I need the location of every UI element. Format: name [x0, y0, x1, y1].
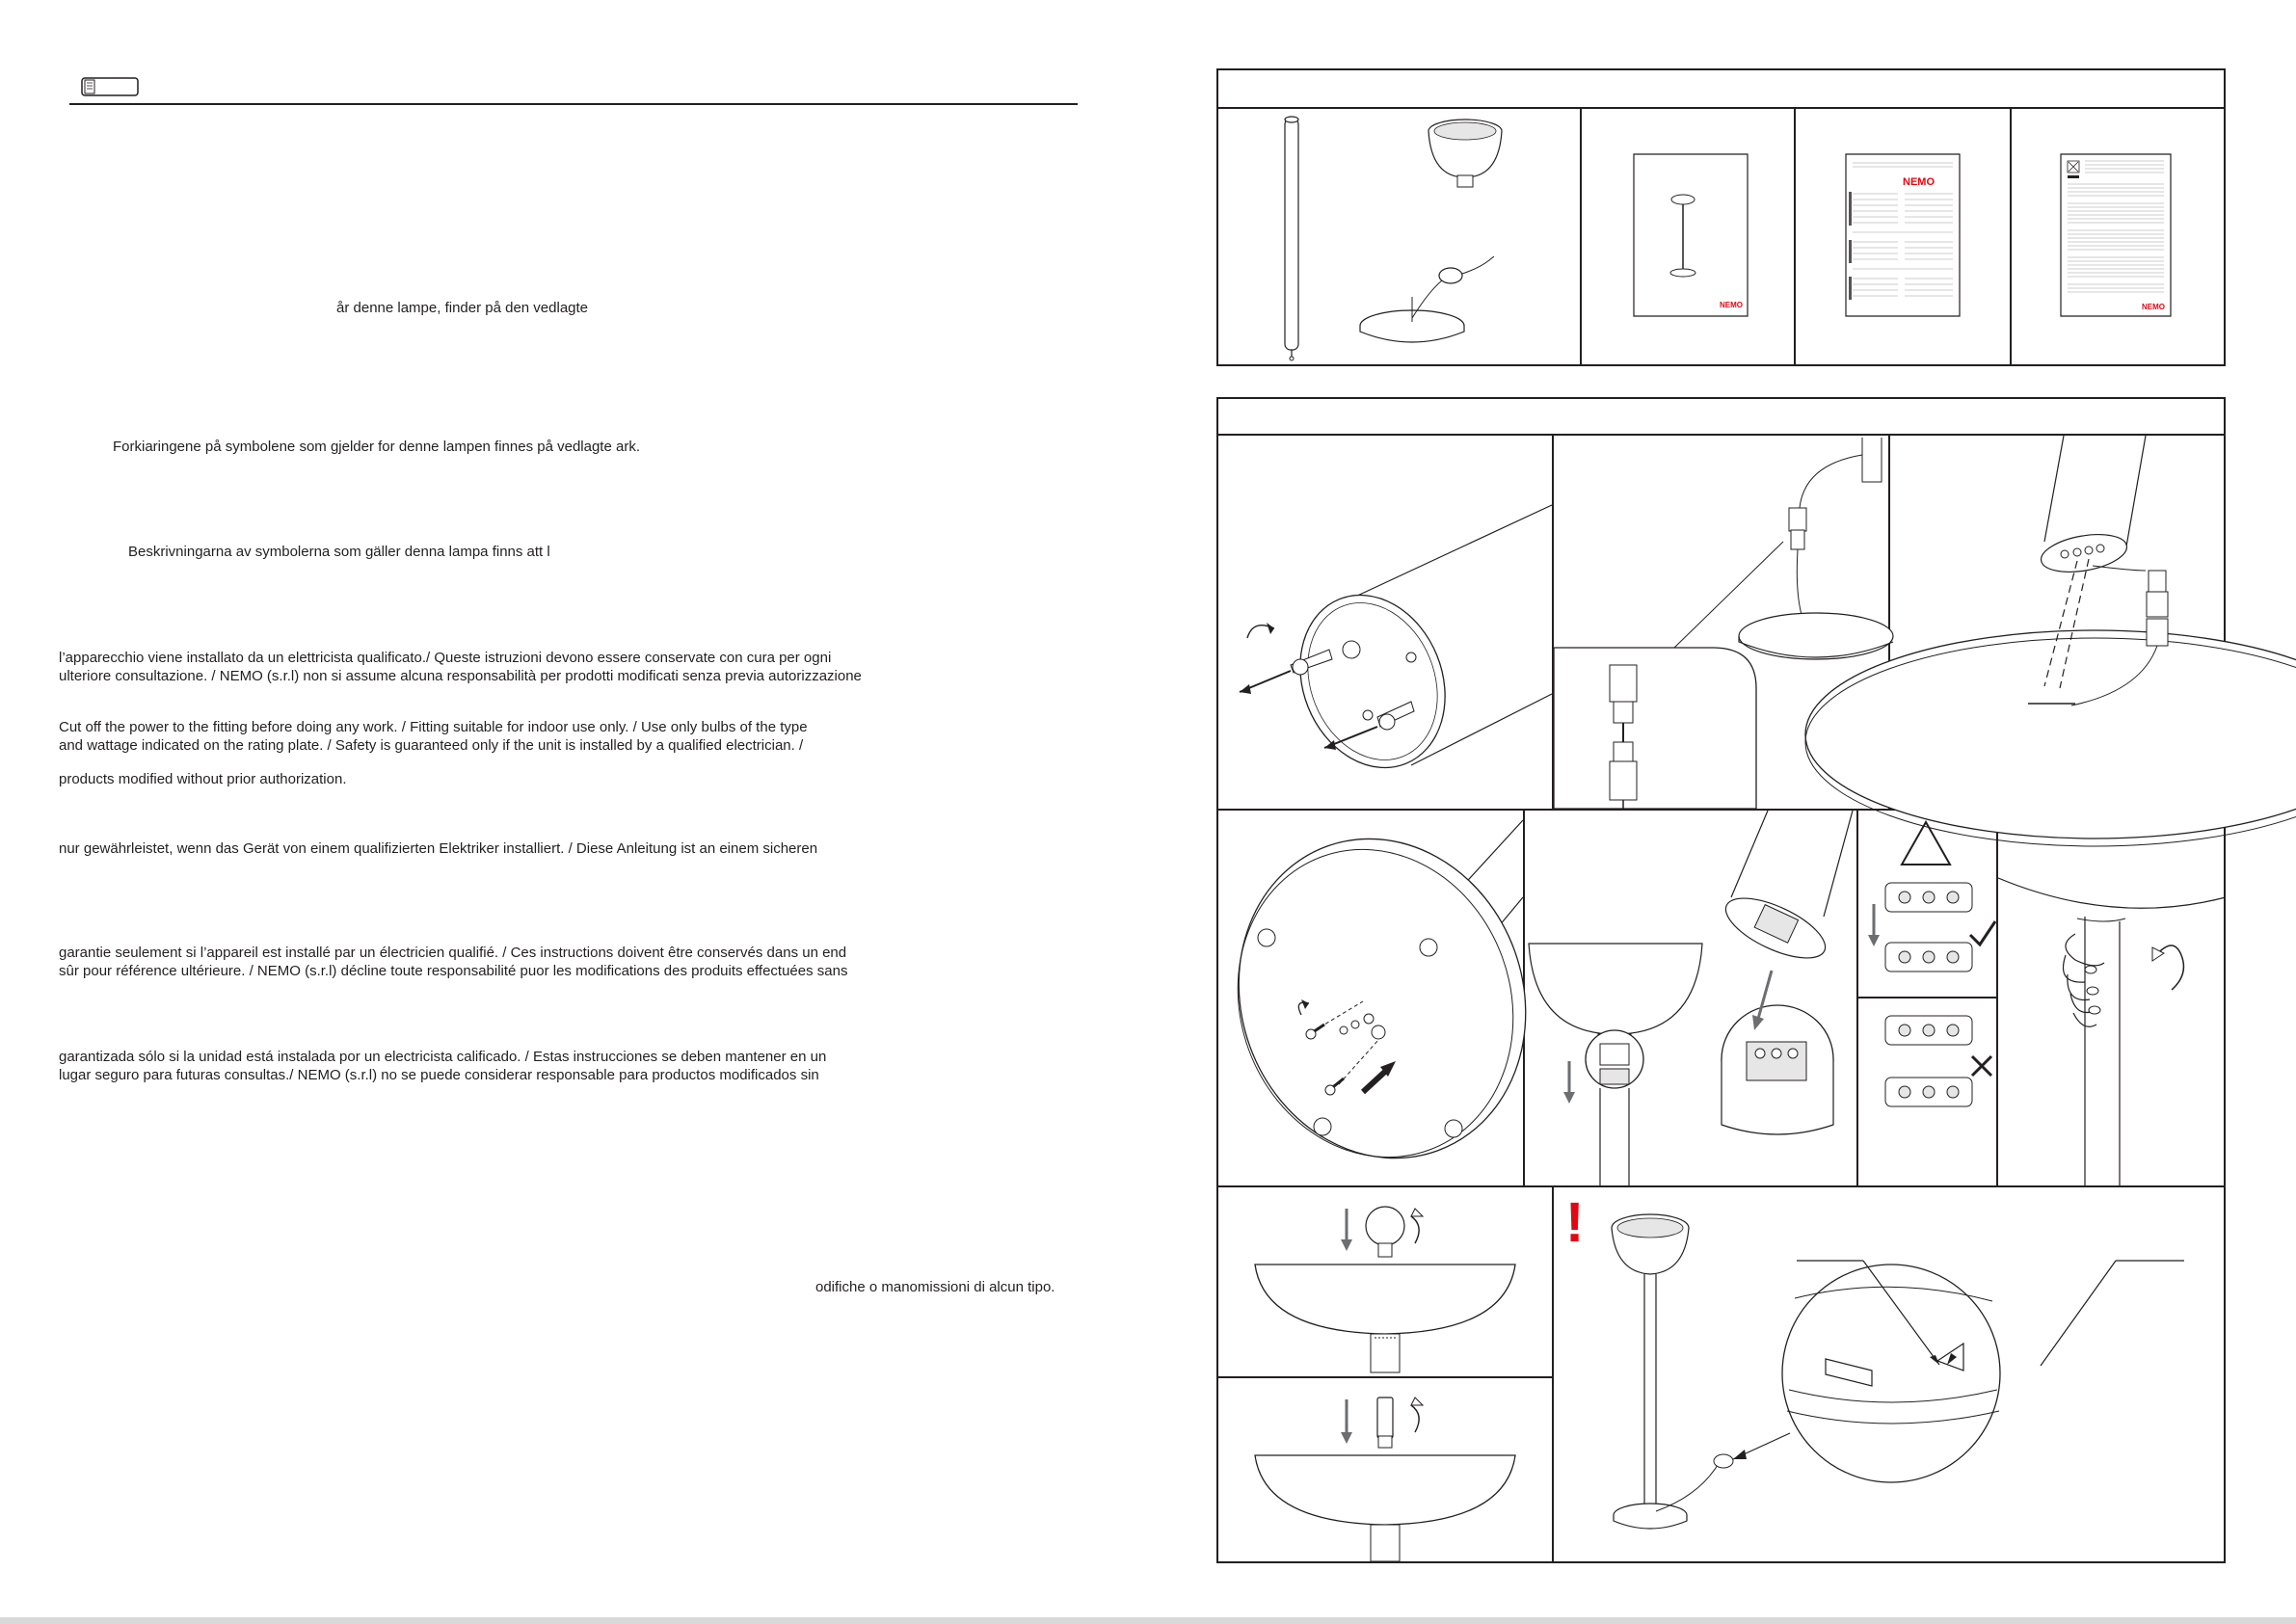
paragraph-no: Forkiaringene på symbolene som gjelder for denne lampen finnes på vedlagte ark. [113, 439, 640, 455]
package-contents-divider-1 [1580, 107, 1582, 366]
paragraph-en-line1: Cut off the power to the fitting before doing any work. / Fitting suitable for indoor use only. / Use only bulbs of the type [59, 719, 808, 735]
paragraph-en-line2: and wattage indicated on the rating plate. / Safety is guaranteed only if the unit is installed by a qualified electrician. / [59, 737, 804, 754]
step-shade-on-tube-illustration [1525, 811, 1706, 1185]
wiring-warning-triangle-icon [1899, 819, 1953, 867]
correct-check-icon [1970, 921, 1995, 945]
step-rotate-shade-illustration [1998, 811, 2226, 1185]
paragraph-it-line2: ulteriore consultazione. / NEMO (s.r.l) non si assume alcuna responsabilità per prodotti modificati senza previa autorizzazione [59, 668, 862, 684]
step-remove-screws-illustration [1218, 436, 1552, 809]
symbols-sheet-brand: NEMO [2142, 303, 2165, 311]
warning-exclamation-mark: ! [1565, 1191, 1585, 1254]
paragraph-it-line1: l’apparecchio viene installato da un elettricista qualificato./ Queste istruzioni devono essere conservate con cura per ogni [59, 650, 832, 666]
paragraph-en-line3: products modified without prior authorization. [59, 771, 347, 787]
paragraph-es-line2: lugar seguro para futuras consultas./ NEMO (s.r.l) no se puede considerar responsable para productos modificados sin [59, 1067, 819, 1083]
symbols-sheet-icon [2060, 153, 2172, 317]
package-contents-header-rule [1216, 107, 2226, 109]
paragraph-da: år denne lampe, finder på den vedlagte [336, 300, 589, 316]
incorrect-wiring-illustration [1866, 1002, 2001, 1137]
paragraph-es-line1: garantizada sólo si la unidad está instalada por un electricista calificado. / Estas instrucciones se deben mantener en un [59, 1049, 827, 1065]
step-socket-wiring-illustration [1708, 811, 1856, 1185]
paragraph-fr-line1: garantie seulement si l’appareil est installé par un électricien qualifié. / Ces instructions doivent être conservés dans un end [59, 945, 847, 961]
incorrect-cross-icon [1972, 1056, 1991, 1076]
instruction-leaflet-brand: NEMO [1903, 176, 1935, 188]
lamp-leaflet-brand: NEMO [1720, 301, 1743, 309]
page-bottom-bar [0, 1617, 2296, 1624]
package-contents-divider-3 [2010, 107, 2012, 366]
shade-bowl-part-icon [1422, 118, 1508, 195]
paragraph-fr-line2: sûr pour référence ultérieure. / NEMO (s.r.l) décline toute responsabilité puor les modifications des produits effectuées sans [59, 963, 848, 979]
header-rule [69, 103, 1078, 105]
lamp-leaflet-icon [1633, 153, 1749, 317]
step-final-lamp-detail-illustration [1554, 1187, 2225, 1561]
paragraph-it-end: odifiche o manomissioni di alcun tipo. [815, 1279, 1055, 1295]
step-insert-cfl-bulb-illustration [1218, 1378, 1552, 1563]
paragraph-sv: Beskrivningarna av symbolerna som gäller denna lampa finns att l [128, 544, 550, 560]
instruction-leaflet-icon [1845, 153, 1961, 317]
step-insert-bulb-illustration [1218, 1187, 1552, 1376]
paragraph-de-line1: nur gewährleistet, wenn das Gerät von einem qualifizierten Elektriker installiert. / Diese Anleitung ist an einem sicheren [59, 840, 818, 857]
lamp-tube-part-icon [1277, 114, 1306, 364]
step-insert-tube-illustration [1890, 436, 2224, 809]
base-with-cable-part-icon [1345, 249, 1508, 355]
correct-wiring-illustration [1866, 875, 2001, 991]
row2-sub-rule [1856, 997, 1996, 998]
step-fix-base-screws-illustration [1218, 811, 1523, 1185]
manual-book-icon [81, 77, 139, 96]
package-contents-divider-2 [1794, 107, 1796, 366]
